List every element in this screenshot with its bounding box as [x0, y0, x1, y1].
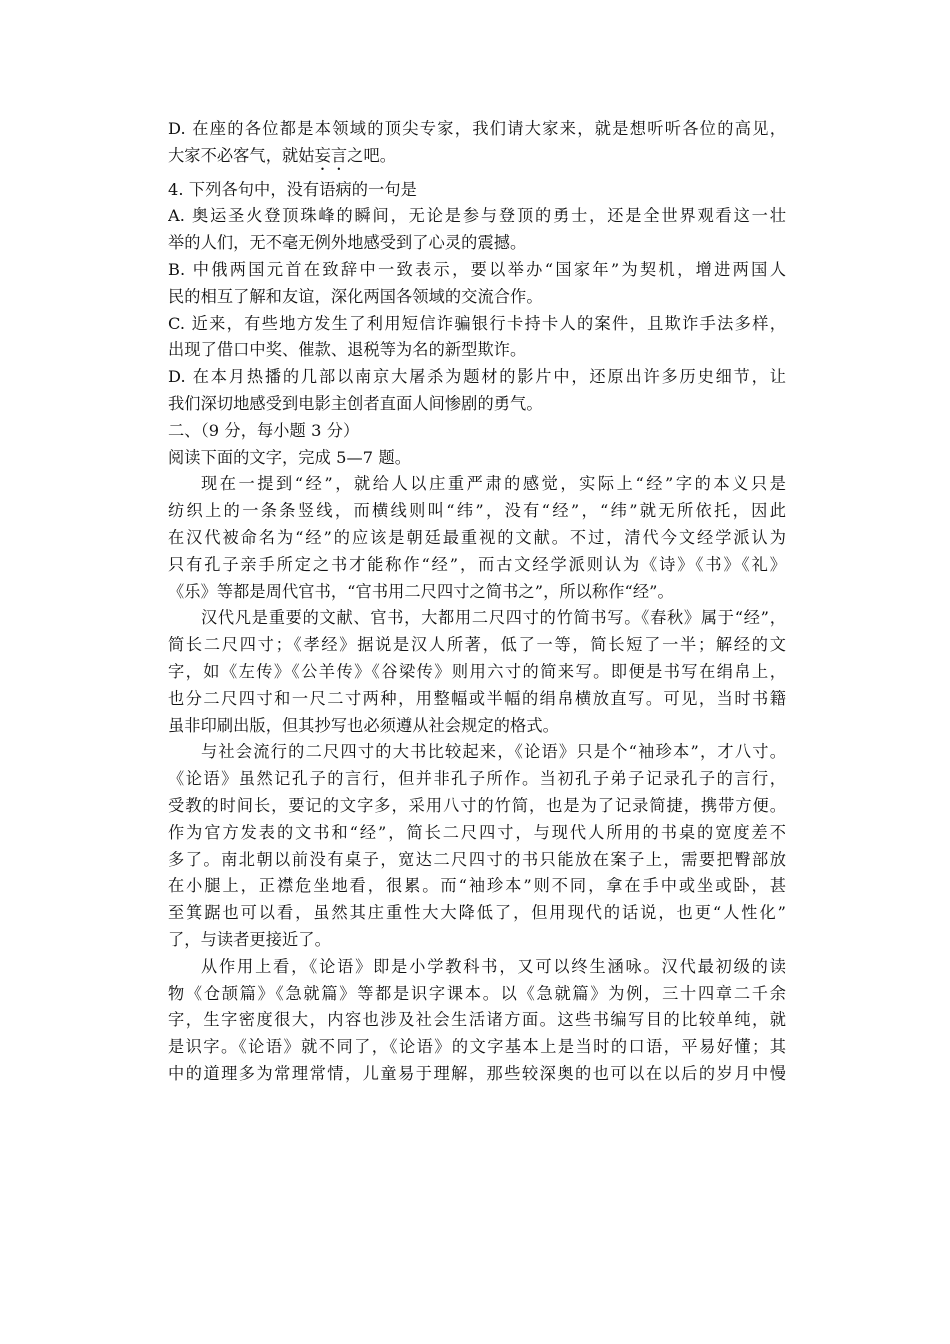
- passage-p1-line-1: 现在一提到“经”，就给人以庄重严肃的感觉，实际上“经”字的本义只是: [201, 474, 786, 494]
- passage-p3-line-4: 作为官方发表的文书和“经”，简长二尺四寸，与现代人所用的书桌的宽度差不: [168, 822, 786, 842]
- passage-p4-line-2: 物《仓颉篇》《急就篇》等都是识字课本。以《急就篇》为例，三十四章二千余: [168, 983, 786, 1003]
- passage-p4-line-3: 字，生字密度很大，内容也涉及社会生活诸方面。这些书编写目的比较单纯，就: [168, 1010, 786, 1030]
- passage-p4-line-1: 从作用上看，《论语》即是小学教科书，又可以终生涵咏。汉代最初级的读: [201, 956, 786, 976]
- passage-p1-line-3: 在汉代被命名为“经”的应该是朝廷最重视的文献。不过，清代今文经学派认为: [168, 527, 786, 547]
- passage-p3-line-1: 与社会流行的二尺四寸的大书比较起来，《论语》只是个“袖珍本”，才八寸。: [201, 742, 786, 762]
- passage-p4-line-5: 中的道理多为常理常情，儿童易于理解，那些较深奥的也可以在以后的岁月中慢: [168, 1063, 786, 1083]
- passage-p3-line-7: 至箕踞也可以看，虽然其庄重性大大降低了，但用现代的话说，也更“人性化”: [168, 903, 786, 923]
- passage-p2-line-2: 简长二尺四寸；《孝经》据说是汉人所著，低了一等，简长短了一半；解经的文: [168, 635, 786, 655]
- passage-p1-line-5: 《乐》等都是周代官书，“官书用二尺四寸之简书之”，所以称作“经”。: [168, 581, 674, 601]
- passage-p3-line-5: 多了。南北朝以前没有桌子，宽达二尺四寸的书只能放在案子上，需要把臀部放: [168, 849, 786, 869]
- emphasized-word: 妄言: [314, 145, 348, 165]
- exam-page: [168, 116, 786, 1088]
- passage-p2-line-1: 汉代凡是重要的文献、官书，大都用二尺四寸的竹简书写。《春秋》属于“经”，: [201, 608, 786, 628]
- q4-option-a-line-1: A. 奥运圣火登顶珠峰的瞬间，无论是参与登顶的勇士，还是全世界观看这一壮: [168, 206, 786, 226]
- q4-stem: 4. 下列各句中，没有语病的一句是: [168, 179, 417, 199]
- passage-p4-line-4: 是识字。《论语》就不同了，《论语》的文字基本上是当时的口语，平易好懂；其: [168, 1037, 786, 1057]
- q4-option-c-line-1: C. 近来，有些地方发生了利用短信诈骗银行卡持卡人的案件，且欺诈手法多样，: [168, 313, 786, 333]
- q4-option-d-line-2: 我们深切地感受到电影主创者直面人间惨剧的勇气。: [168, 393, 543, 413]
- section-instruction: 阅读下面的文字，完成 5—7 题。: [168, 447, 412, 467]
- q3-option-d-line-1: D. 在座的各位都是本领域的顶尖专家，我们请大家来，就是想听听各位的高见，: [168, 119, 786, 138]
- passage-p1-line-4: 只有孔子亲手所定之书才能称作“经”，而古文经学派则认为《诗》《书》《礼》: [168, 554, 786, 574]
- passage-p3-line-6: 在小腿上，正襟危坐地看，很累。而“袖珍本”则不同，拿在手中或坐或卧，甚: [168, 876, 786, 896]
- q3-option-d-line-2: [168, 143, 786, 170]
- section-heading: 二、（9 分，每小题 3 分）: [168, 420, 360, 440]
- q4-option-a-line-2: 举的人们，无不毫无例外地感受到了心灵的震撼。: [168, 233, 527, 253]
- passage-p2-line-4: 也分二尺四寸和一尺二寸两种，用整幅或半幅的绢帛横放直写。可见，当时书籍: [168, 688, 786, 708]
- passage-p3-line-2: 《论语》虽然记孔子的言行，但并非孔子所作。当初孔子弟子记录孔子的言行，: [168, 769, 786, 789]
- passage-p2-line-5: 虽非印刷出版，但其抄写也必须遵从社会规定的格式。: [168, 715, 559, 735]
- q3-option-d-text-pre: 大家不必客气，就姑: [168, 145, 315, 165]
- spacer: [168, 170, 786, 177]
- q4-option-b-line-1: B. 中俄两国元首在致辞中一致表示，要以举办“国家年”为契机，增进两国人: [168, 259, 786, 279]
- q4-option-b-line-2: 民的相互了解和友谊，深化两国各领域的交流合作。: [168, 286, 543, 306]
- passage-p3-line-8: 了，与读者更接近了。: [168, 929, 331, 949]
- q4-option-d-line-1: D. 在本月热播的几部以南京大屠杀为题材的影片中，还原出许多历史细节，让: [168, 367, 786, 387]
- passage-p3-line-3: 受教的时间长，要记的文字多，采用八寸的竹简，也是为了记录简捷，携带方便。: [168, 795, 786, 815]
- passage-p1-line-2: 纺织上的一条条竖线，而横线则叫“纬”，没有“经”，“纬”就无所依托，因此: [168, 501, 786, 521]
- q4-option-c-line-2: 出现了借口中奖、催款、退税等为名的新型欺诈。: [168, 340, 527, 360]
- passage-p2-line-3: 字，如《左传》《公羊传》《谷梁传》则用六寸的简来写。即便是书写在绢帛上，: [168, 661, 786, 681]
- q3-option-d-text-post: 之吧。: [347, 145, 397, 165]
